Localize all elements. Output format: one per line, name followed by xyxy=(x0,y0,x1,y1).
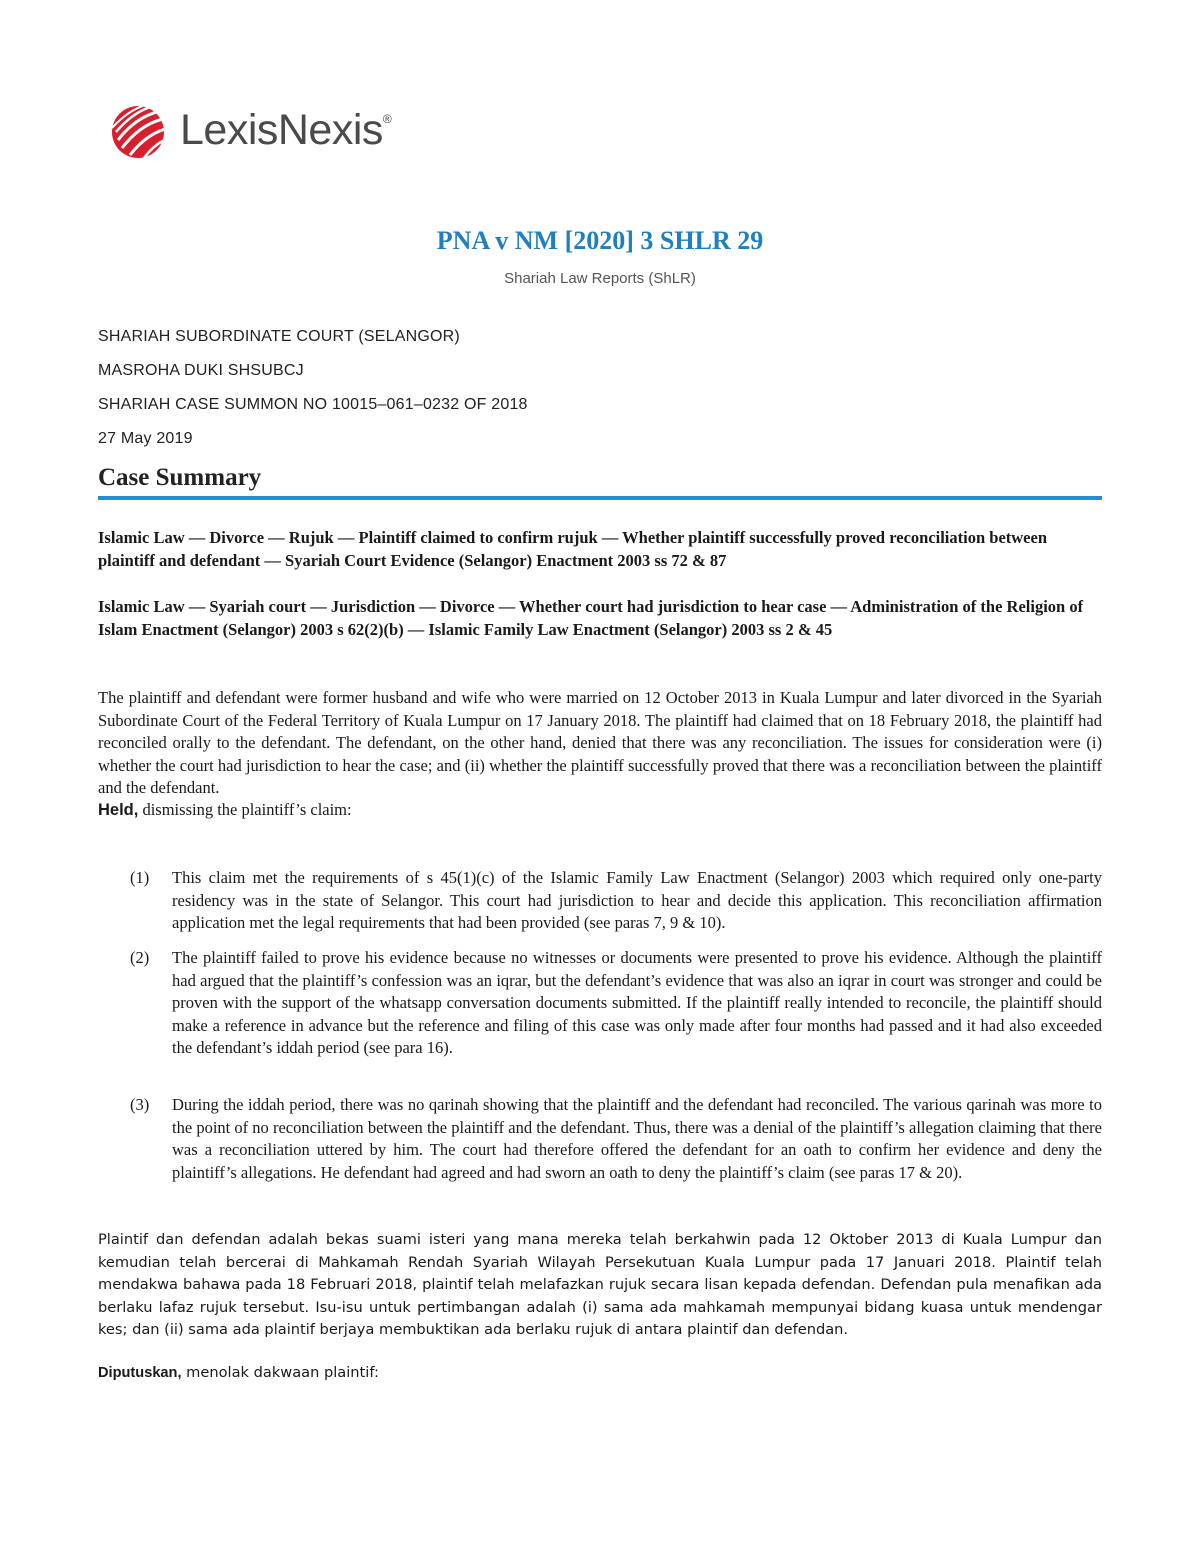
holding-3 xyxy=(130,1094,1102,1184)
holding-text: This claim met the requirements of s 45(1)(c) of the Islamic Family Law Enactment (Selangor) 2003 which required only one-party residency was in the state of Selangor. This court had jurisdiction to hear and decide this application. This reconciliation affirmation application met the legal requirements that had been provided (see paras 7, 9 & 10). xyxy=(172,868,1102,932)
section-heading: Case Summary xyxy=(98,464,262,491)
court-name: SHARIAH SUBORDINATE COURT (SELANGOR) xyxy=(98,328,460,345)
case-number: SHARIAH CASE SUMMON NO 10015–061–0232 OF 2018 xyxy=(98,396,528,413)
catchwords-1: Islamic Law — Divorce — Rujuk — Plaintiff claimed to confirm rujuk — Whether plaintiff successfully proved reconciliation between plaintiff and defendant — Syariah Court Evidence (Selangor) Enactment 2003 ss 72 & 87 xyxy=(98,528,1048,570)
holding-text: During the iddah period, there was no qarinah showing that the plaintiff and the defendant had reconciled. The various qarinah was more to the point of no reconciliation between the plaintiff and the defendant. Thus, there was a denial of the plaintiff’s allegation claiming that there was a reconciliation uttered by him. The court had therefore offered the defendant for an oath to confirm her evidence and deny the plaintiff’s allegations. He defendant had agreed and had sworn an oath to deny the plaintiff’s claim (see paras 17 & 20). xyxy=(172,1095,1102,1182)
holding-number: (2) xyxy=(130,948,150,967)
malay-summary-paragraph: Plaintif dan defendan adalah bekas suami isteri yang mana mereka telah berkahwin pada 12 Oktober 2013 di Kuala Lumpur dan kemudian telah bercerai di Mahkamah Rendah Syariah Wilayah Persekutuan Kuala Lumpur pada 17 Januari 2018. Plaintif telah mendakwa bahawa pada 18 Februari 2018, plaintif telah melafazkan rujuk secara lisan kepada defendan. Defendan pula menafikan ada berlaku lafaz rujuk tersebut. Isu-isu untuk pertimbangan adalah (i) sama ada mahkamah mempunyai bidang kuasa untuk mendengar kes; dan (ii) sama ada plaintif berjaya membuktikan ada berlaku rujuk di antara plaintif dan defendan. xyxy=(98,1231,1102,1338)
lexisnexis-logo xyxy=(108,100,391,160)
held-line: Held, dismissing the plaintiff’s claim: xyxy=(98,800,352,819)
judge-name: MASROHA DUKI SHSUBCJ xyxy=(98,362,304,379)
holding-number: (3) xyxy=(130,1095,150,1114)
holding-number: (1) xyxy=(130,868,150,887)
decision-date: 27 May 2019 xyxy=(98,430,193,447)
document-title: PNA v NM [2020] 3 SHLR 29 xyxy=(436,226,764,255)
catchwords-2: Islamic Law — Syariah court — Jurisdiction — Divorce — Whether court had jurisdiction to hear case — Administration of the Religion of Islam Enactment (Selangor) 2003 s 62(2)(b) — Islamic Family Law Enactment (Selangor) 2003 ss 2 & 45 xyxy=(98,597,1084,639)
heading-rule xyxy=(98,496,1102,500)
lexisnexis-globe-icon xyxy=(108,100,172,160)
holding-text: The plaintiff failed to prove his evidence because no witnesses or documents were presented to prove his evidence. Although the plaintiff had argued that the plaintiff’s confession was an iqrar, but the defendant’s evidence that was also an iqrar in court was stronger and could be proven with the support of the whatsapp conversation documents submitted. If the plaintiff really intended to reconcile, the plaintiff should make a reference in advance but the reference and filing of this case was only made after four months had passed and it had also exceeded the defendant’s iddah period (see para 16). xyxy=(172,948,1102,1057)
holding-2 xyxy=(130,947,1102,1060)
brand-name: LexisNexis® xyxy=(180,105,392,154)
diputuskan-line: Diputuskan, menolak dakwaan plaintif: xyxy=(98,1364,379,1381)
holding-1 xyxy=(130,867,1102,935)
case-summary-paragraph: The plaintiff and defendant were former husband and wife who were married on 12 October 2013 in Kuala Lumpur and later divorced in the Syariah Subordinate Court of the Federal Territory of Kuala Lumpur on 17 January 2018. The plaintiff had claimed that on 18 February 2018, the plaintiff had reconciled orally to the defendant. The defendant, on the other hand, denied that there was any reconciliation. The issues for consideration were (i) whether the court had jurisdiction to hear the case; and (ii) whether the plaintiff successfully proved that there was a reconciliation between the plaintiff and the defendant. xyxy=(98,688,1102,797)
document-subtitle: Shariah Law Reports (ShLR) xyxy=(504,270,696,287)
